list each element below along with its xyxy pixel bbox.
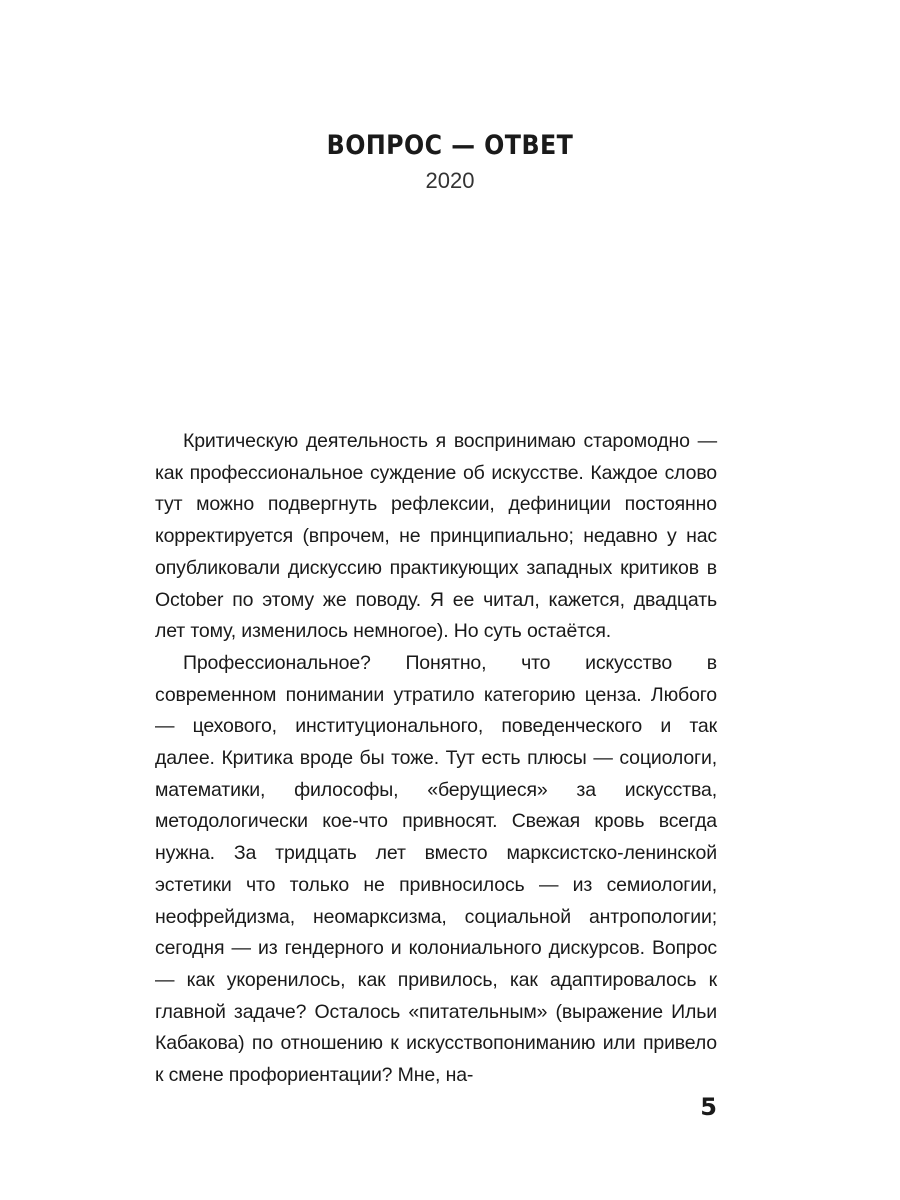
page-number: 5 [700,1093,717,1121]
chapter-header [0,128,900,196]
paragraph: Профессиональное? Понятно, что искусство в современном понимании утратило категорию ценза. Любого — цехового, институционального, поведенческого и так далее. Критика вроде бы тоже. Тут есть плюсы — социологи, математики, философы, «берущиеся» за искусства, методологически кое-что привносят. Свежая кровь всегда нужна. За тридцать лет вместо марксистско-ленинской эстетики что только не привносилось — из семиологии, неофрейдизма, неомарксизма, социальной антропологии; сегодня — из гендерного и колониального дискурсов. Вопрос — как укоренилось, как привилось, как адаптировалось к главной задаче? Осталось «питательным» (выражение Ильи Кабакова) по отношению к искусствопониманию или привело к смене профориентации? Мне, на- [155,651,717,1087]
body-text [155,426,717,1092]
paragraph: Критическую деятельность я воспринимаю старомодно — как профессиональное суждение об искусстве. Каждое слово тут можно подвергнуть рефлексии, дефиниции постоянно корректируется (впрочем, не принципиально; недавно у нас опубликовали дискуссию практикующих западных критиков в October по этому же поводу. Я ее читал, кажется, двадцать лет тому, изменилось немногое). Но суть остаётся. [155,430,717,643]
chapter-year: 2020 [425,168,475,193]
chapter-title: ВОПРОС — ОТВЕТ [326,130,574,161]
